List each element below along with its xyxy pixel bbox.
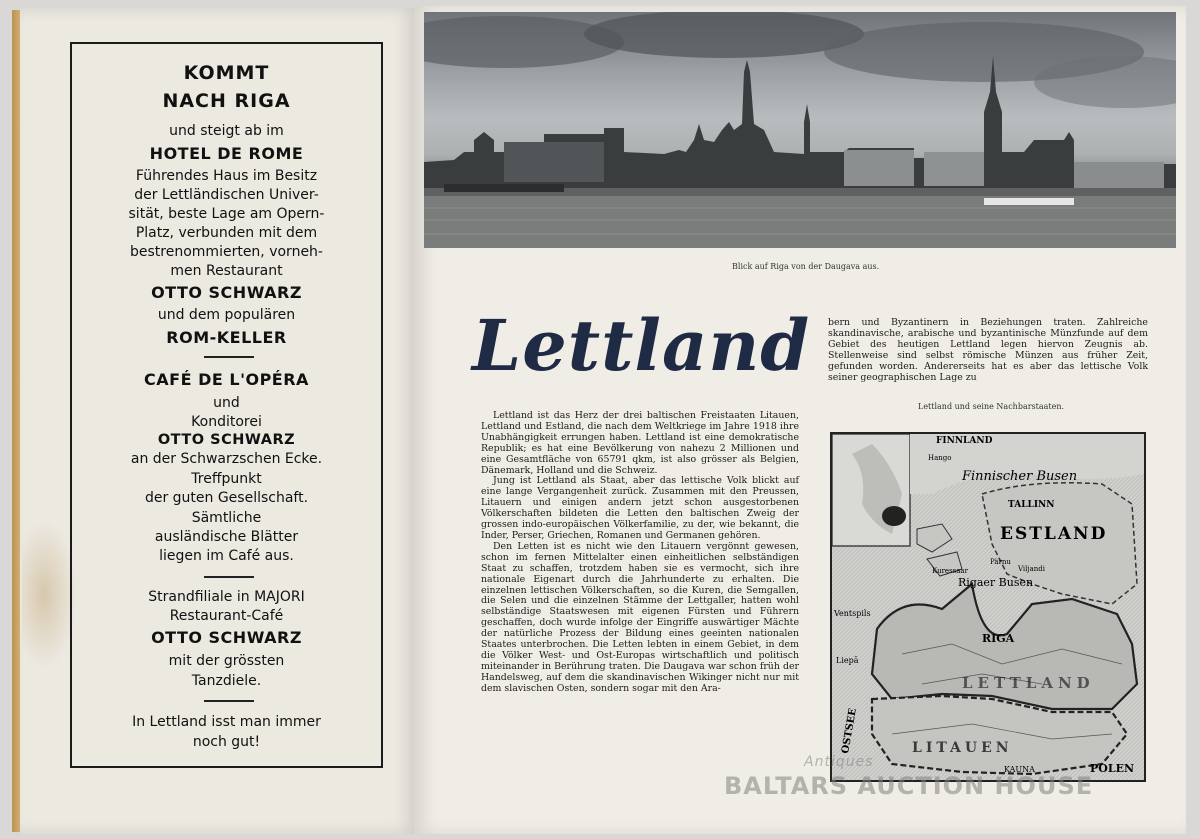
ad-line: der guten Gesellschaft. bbox=[144, 490, 309, 506]
ad-line: Führendes Haus im Besitz bbox=[135, 168, 318, 184]
riga-skyline-illustration bbox=[424, 12, 1176, 248]
ad-line: OTTO SCHWARZ bbox=[151, 283, 302, 302]
ad-line: Tanzdiele. bbox=[191, 673, 262, 689]
article-column-2: bern und Byzantinern in Beziehungen traten. Zahlreiche skandinavische, arabische und byzantinische Münzfunde auf dem Gebiet des heutigen Lettland legen hiervon Zeugnis ab. Stellenweise sind selbst römische Münzen aus früher Zeit, gefunden worden. Andererseits hat es aber das lettische Volk seiner geographischen Lage zu bbox=[828, 317, 1148, 383]
map-label: KAUNA bbox=[1004, 765, 1035, 774]
ad-line: ROM-KELLER bbox=[166, 328, 287, 347]
ad-line: und dem populären bbox=[157, 307, 296, 323]
map-label: LITAUEN bbox=[912, 740, 1013, 756]
map-label: Liepā bbox=[836, 656, 859, 665]
paragraph: Lettland ist das Herz der drei baltischen Freistaaten Litauen, Lettland und Estland, die nach dem Weltkriege im Jahre 1918 ihre Unabhängigkeit errungen haben. Lettland ist eine demokratische Republik; es hat eine Bevölkerung von nahezu 2 Millionen und eine Gesamtfläche von 65791 qkm, ist also grösser als Belgien, Dänemark, Holland und die Schweiz. bbox=[481, 410, 799, 476]
map-label: OSTSEE bbox=[840, 707, 859, 755]
map-label: Hango bbox=[928, 454, 952, 462]
ad-line: Sämtliche bbox=[191, 510, 262, 526]
map-illustration bbox=[832, 434, 1144, 780]
ad-line: liegen im Café aus. bbox=[159, 548, 294, 564]
map-label: Ventspils bbox=[834, 609, 871, 618]
ad-line: bestrenommierten, vorneh- bbox=[130, 244, 323, 260]
ad-line: CAFÉ DE L'OPÉRA bbox=[144, 370, 309, 389]
map-label: Finnischer Busen bbox=[962, 469, 1078, 484]
map-label: TALLINN bbox=[1008, 500, 1055, 510]
ad-line: OTTO SCHWARZ bbox=[151, 628, 302, 647]
divider-rule bbox=[204, 700, 254, 702]
ad-line: NACH RIGA bbox=[162, 90, 291, 112]
map-label: ESTLAND bbox=[1000, 524, 1108, 544]
page-title: Lettland bbox=[472, 304, 811, 387]
map-caption: Lettland und seine Nachbarstaaten. bbox=[918, 402, 1065, 411]
map-label: LETTLAND bbox=[962, 674, 1095, 692]
map-label: POLEN bbox=[1090, 762, 1135, 775]
article-column-1 bbox=[481, 411, 799, 695]
latvia-map bbox=[830, 432, 1146, 782]
riga-skyline-photo bbox=[424, 12, 1176, 248]
ad-line: ausländische Blätter bbox=[154, 529, 299, 545]
ad-line: mit der grössten bbox=[168, 653, 285, 669]
ad-line: Konditorei bbox=[191, 414, 262, 430]
ad-line: Strandfiliale in MAJORI bbox=[148, 589, 305, 605]
ad-line: sität, beste Lage am Opern- bbox=[128, 206, 325, 222]
divider-rule bbox=[204, 576, 254, 578]
ad-line: KOMMT bbox=[183, 62, 270, 84]
paragraph: Den Letten ist es nicht wie den Litauern vergönnt gewesen, schon im fernen Mittelalter einen einheitlichen selbständigen Staat zu schaffen, trotzdem haben sie es vermocht, sich ihre nationale Eigenart durch die Jahrhunderte zu erhalten. Die einzelnen lettischen Völkerschaften, so die Kuren, die Semgallen, die Selen und die einzelnen Stämme der Lettgaller, hatten wohl selbständige Staatswesen mit eigenen Fürsten und Führern geschaffen, doch wurde infolge der Eingriffe auswärtiger Mächte der natürliche Prozess der Bildung eines geeinten nationalen Staates unterbrochen. Die Letten lebten in einem Gebiet, in dem die Völker West- und Ost-Europas wirtschaftlich und politisch miteinander in Berührung traten. Die Daugava war schon früh der Handelsweg, auf dem die skandinavischen Wikinger nicht nur mit dem slavischen Osten, sondern sogar mit den Ara- bbox=[481, 540, 799, 694]
map-label: RIGA bbox=[982, 632, 1015, 645]
map-label: Kuressaar bbox=[932, 567, 968, 575]
ad-line: an der Schwarzschen Ecke. bbox=[130, 451, 323, 467]
ad-line: und steigt ab im bbox=[169, 123, 284, 139]
ad-line: noch gut! bbox=[192, 734, 261, 750]
photo-caption: Blick auf Riga von der Daugava aus. bbox=[732, 262, 880, 271]
ad-line: HOTEL DE ROME bbox=[149, 144, 304, 163]
ad-line: Platz, verbunden mit dem bbox=[135, 225, 318, 241]
ad-line: Restaurant-Café bbox=[169, 608, 284, 624]
ad-line: OTTO SCHWARZ bbox=[157, 432, 296, 448]
map-label: Rigaer Busen bbox=[958, 576, 1034, 589]
map-label: Viljandi bbox=[1018, 565, 1045, 573]
ad-line: In Lettland isst man immer bbox=[132, 714, 321, 730]
ad-line: Treffpunkt bbox=[191, 471, 262, 487]
ad-line: und bbox=[213, 395, 240, 411]
hotel-advertisement bbox=[70, 42, 383, 768]
paper-stain bbox=[22, 520, 77, 670]
map-label: FINNLAND bbox=[936, 436, 993, 446]
map-label: Pärnu bbox=[990, 558, 1011, 566]
ad-line: men Restaurant bbox=[170, 263, 283, 279]
watermark-small: Antiques bbox=[804, 754, 874, 770]
divider-rule bbox=[204, 356, 254, 358]
paragraph: Jung ist Lettland als Staat, aber das lettische Volk blickt auf eine lange Vergangenheit zurück. Zusammen mit den Preussen, Litauern und einigen andern jetzt schon ausgestorbenen Völkerschaften bildeten die Letten den baltischen Zweig der grossen indo-europäischen Völkerfamilie, zu der, wie bekannt, die Inder, Perser, Griechen, Romanen und Germanen gehören. bbox=[481, 475, 799, 541]
ad-line: der Lettländischen Univer- bbox=[134, 187, 319, 203]
watermark-main: BALTARS AUCTION HOUSE bbox=[724, 772, 1094, 800]
